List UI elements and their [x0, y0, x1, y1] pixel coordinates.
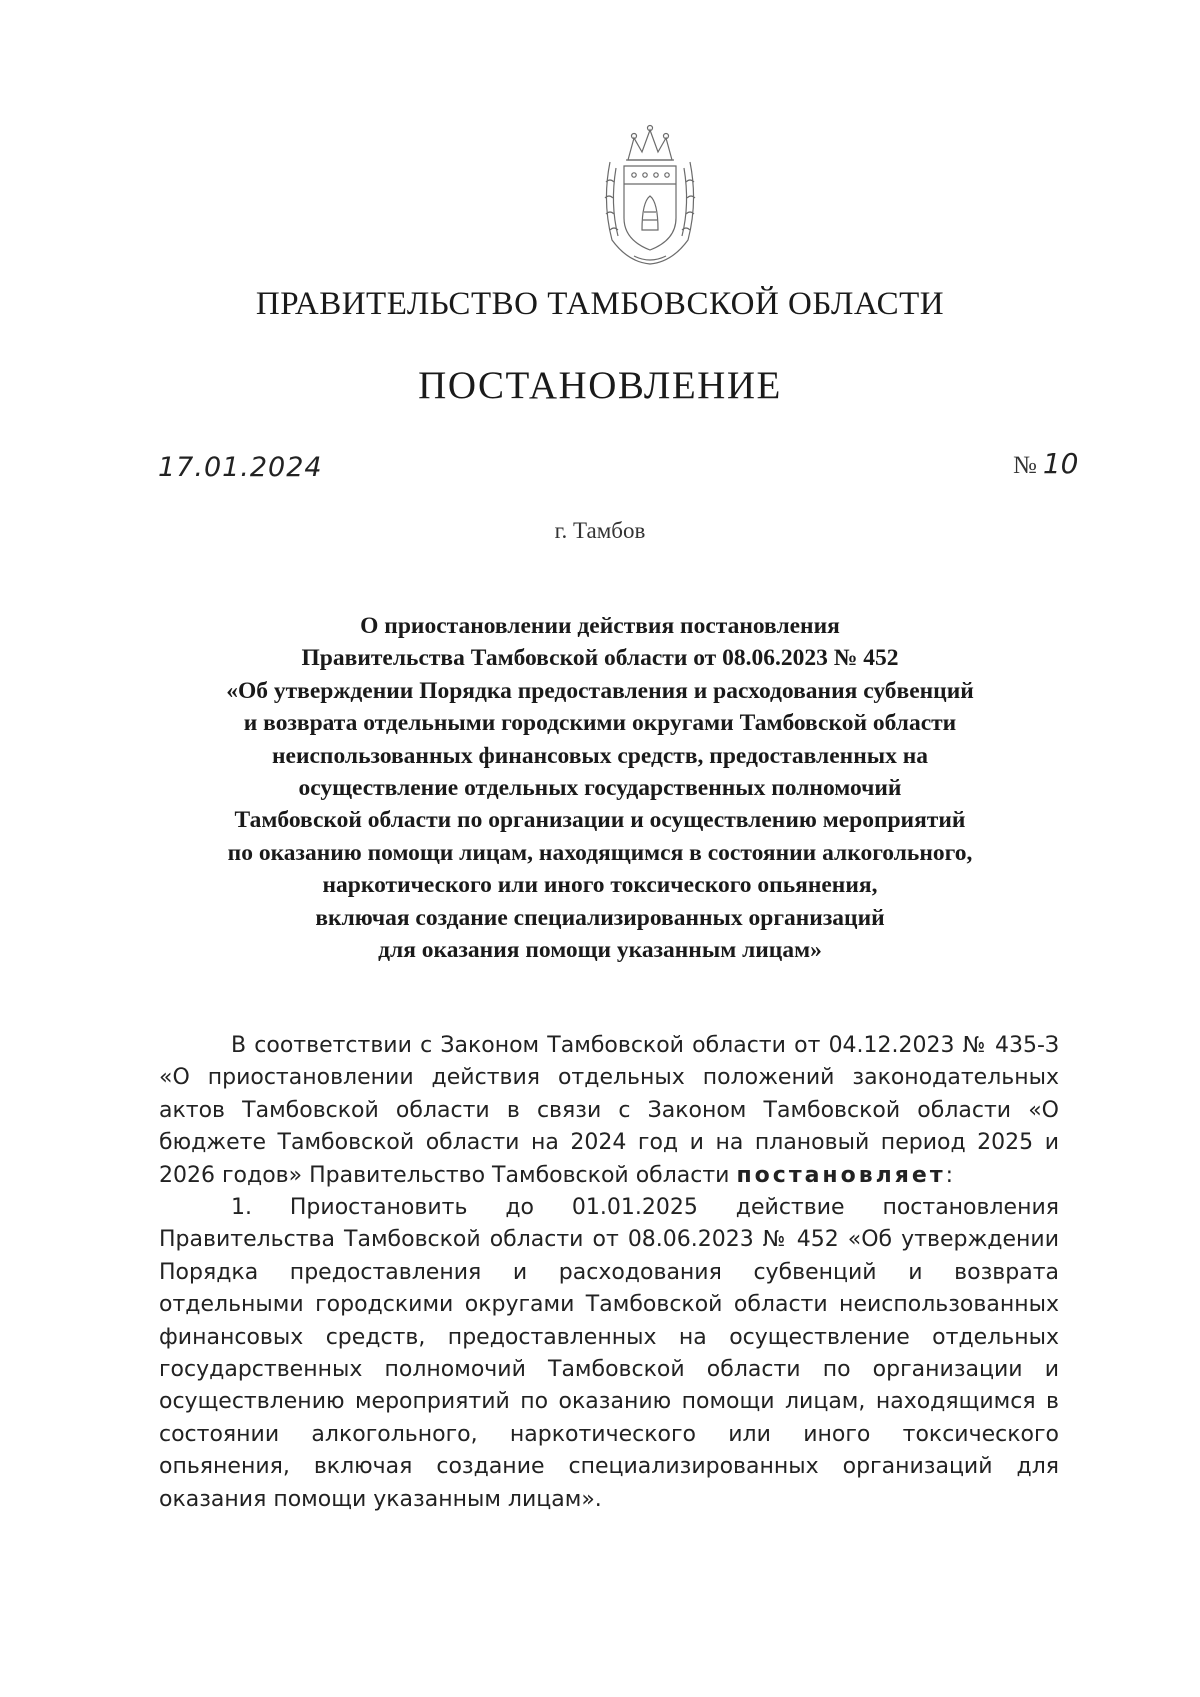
clause-1-paragraph: 1. Приостановить до 01.01.2025 действие постановления Правительства Тамбовской области от 08.06.2023 № 452 «Об утверждении Порядка предоставления и расходования субвенций и возврата отдельными городскими округами Тамбовской области неиспользованных финансовых средств, предоставленных на осуществление отдельных государственных полномочий Тамбовской области по организации и осуществлению мероприятий по оказанию помощи лицам, находящимся в состоянии алкогольного, наркотического или иного токсического опьянения, включая создание специализированных организаций для оказания помощи указанным лицам». — [159, 1195, 1059, 1512]
coat-of-arms-icon — [598, 122, 702, 268]
number-value: 10 — [1042, 447, 1079, 480]
subject-line: неиспользованных финансовых средств, предоставленных на — [271, 742, 929, 769]
document-type: ПОСТАНОВЛЕНИЕ — [418, 364, 782, 407]
subject-line: Тамбовской области по организации и осуществлению мероприятий — [234, 807, 966, 834]
subject-line: и возврата отдельными городскими округами Тамбовской области — [243, 710, 957, 737]
subject-line: для оказания помощи указанным лицам» — [378, 937, 822, 964]
subject-line: О приостановлении действия постановления — [360, 613, 840, 639]
subject-line: включая создание специализированных организаций — [315, 904, 885, 931]
number-label: № — [1013, 452, 1037, 479]
document-subject — [150, 610, 1050, 966]
document-number — [1013, 447, 1079, 480]
subject-line: наркотического или иного токсического опьянения, — [322, 872, 878, 899]
subject-line: по оказанию помощи лицам, находящимся в состоянии алкогольного, — [227, 839, 973, 866]
city: г. Тамбов — [554, 518, 646, 543]
government-title: ПРАВИТЕЛЬСТВО ТАМБОВСКОЙ ОБЛАСТИ — [255, 286, 945, 322]
subject-line: «Об утверждении Порядка предоставления и расходования субвенций — [226, 677, 974, 704]
preamble-text: В соответствии с Законом Тамбовской области от 04.12.2023 № 435-З «О приостановлении действия отдельных положений законодательных актов Тамбовской области в связи с Законом Тамбовской области «О бюджете Тамбовской области на 2024 год и на плановый период 2025 и 2026 годов» Правительство Тамбовской области — [159, 1033, 1059, 1188]
document-body — [159, 1030, 1059, 1516]
document-date: 17.01.2024 — [158, 452, 323, 483]
subject-line: осуществление отдельных государственных полномочий — [298, 775, 902, 802]
decree-word: постановляет — [736, 1162, 946, 1188]
preamble-paragraph — [159, 1030, 1059, 1192]
preamble-colon: : — [945, 1162, 953, 1188]
subject-line: Правительства Тамбовской области от 08.06.2023 № 452 — [301, 645, 899, 672]
